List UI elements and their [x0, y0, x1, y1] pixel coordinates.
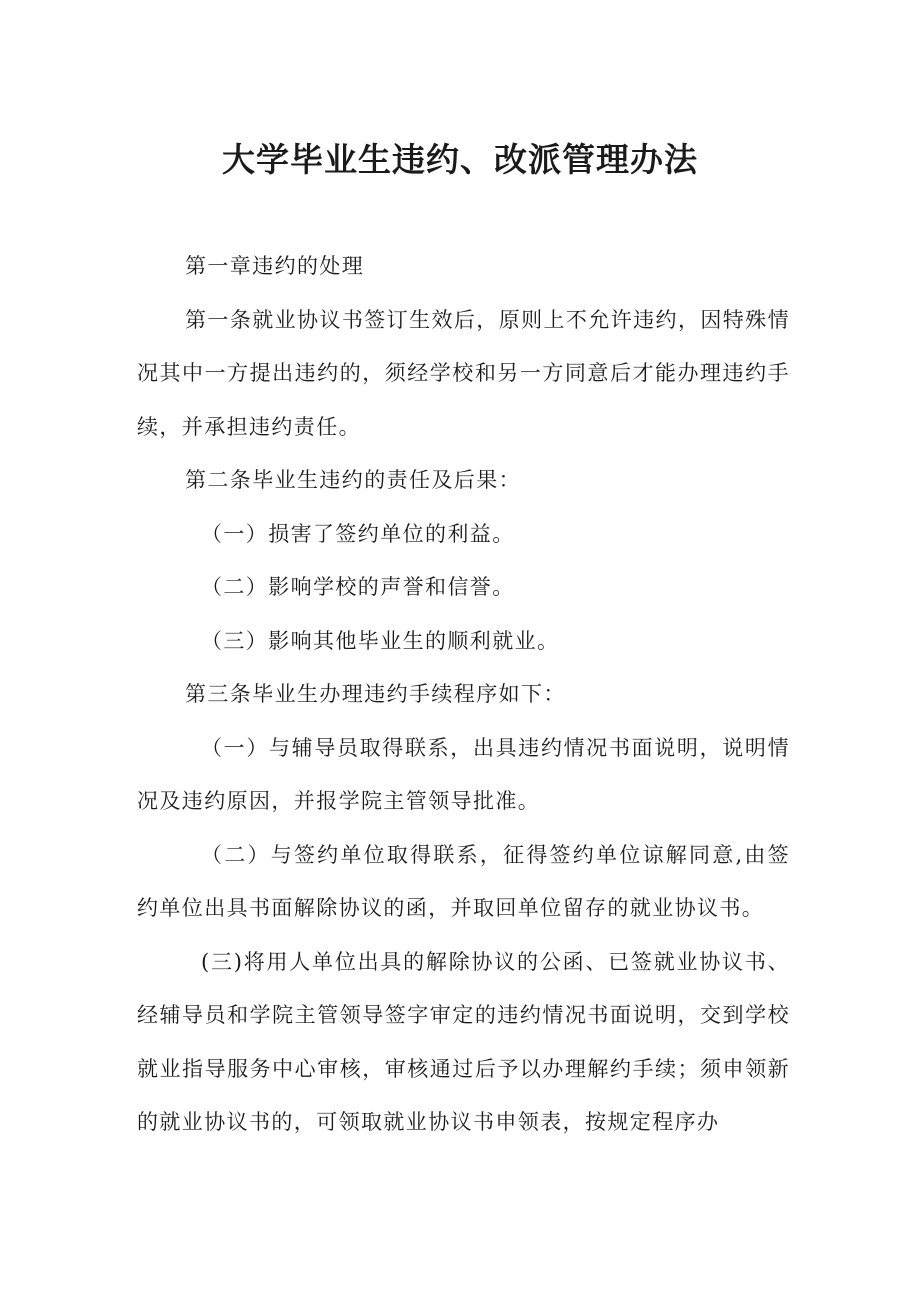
article-3-item-3: (三)将用人单位出具的解除协议的公函、已签就业协议书、经辅导员和学院主管领导签字审定的违约情况书面说明，交到学校就业指导服务中心审核，审核通过后予以办理解约手续；须申领新的就业协议书的，可领取就业协议书申领表，按规定程序办 — [137, 949, 790, 1134]
article-3-item-2: （二）与签约单位取得联系，征得签约单位谅解同意,由签约单位出具书面解除协议的函，并取回单位留存的就业协议书。 — [137, 842, 790, 920]
article-3: 第三条毕业生办理违约手续程序如下： — [185, 682, 566, 706]
article-2-item-3: （三）影响其他毕业生的顺利就业。 — [201, 628, 560, 653]
article-3-item-1: （一）与辅导员取得联系，出具违约情况书面说明，说明情况及违约原因，并报学院主管领导批准。 — [137, 735, 790, 813]
article-2-item-1: （一）损害了签约单位的利益。 — [201, 521, 515, 546]
article-1: 第一条就业协议书签订生效后，原则上不允许违约，因特殊情况其中一方提出违约的，须经学校和另一方同意后才能办理违约手续，并承担违约责任。 — [137, 307, 790, 439]
article-2-item-2: （二）影响学校的声誉和信誉。 — [201, 575, 515, 599]
document-body — [137, 240, 790, 1150]
article-2: 第二条毕业生违约的责任及后果： — [185, 468, 521, 492]
document-title: 大学毕业生违约、改派管理办法 — [222, 140, 698, 179]
chapter-heading: 第一章违约的处理 — [185, 254, 365, 278]
